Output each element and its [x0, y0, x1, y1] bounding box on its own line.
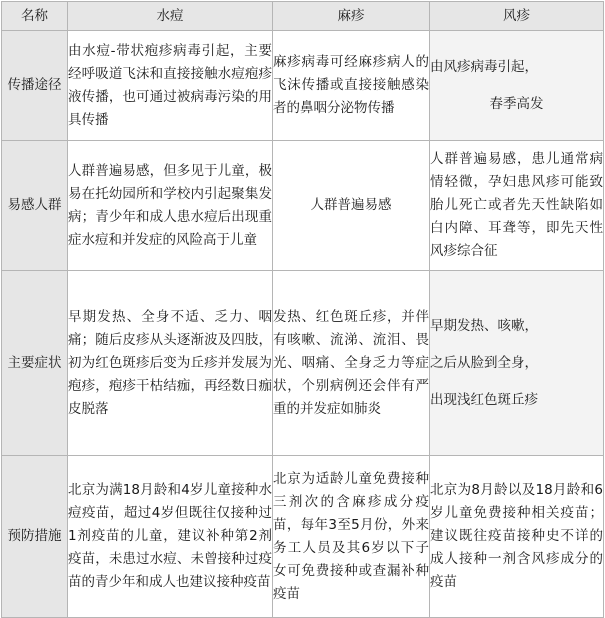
- cell-measles: 发热、红色斑丘疹，并伴有咳嗽、流涕、流泪、畏光、咽痛、全身乏力等症状，个别病例还会伴有严重的并发症如肺炎: [273, 271, 430, 456]
- header-measles: 麻疹: [273, 2, 430, 31]
- row-label: 主要症状: [2, 271, 68, 456]
- table-row: [2, 456, 604, 618]
- disease-comparison-table: [1, 1, 604, 618]
- header-row: [2, 2, 604, 31]
- header-rubella: 风疹: [430, 2, 604, 31]
- table-row: [2, 31, 604, 141]
- table-row: [2, 271, 604, 456]
- header-chickenpox: 水痘: [68, 2, 273, 31]
- cell-rubella: 人群普遍易感，患儿通常病情轻微，孕妇患风疹可能致胎儿死亡或者先天性缺陷如白内障、耳聋等，即先天性风疹综合征: [430, 141, 604, 271]
- cell-measles: 麻疹病毒可经麻疹病人的飞沫传播或直接接触感染者的鼻咽分泌物传播: [273, 31, 430, 141]
- cell-measles: 人群普遍易感: [273, 141, 430, 271]
- table-row: [2, 141, 604, 271]
- rubella-line: 出现浅红色斑丘疹: [430, 391, 538, 408]
- header-name: 名称: [2, 2, 68, 31]
- cell-rubella: 北京为8月龄以及18月龄和6岁儿童免费接种相关疫苗；建议既往疫苗接种史不详的成人接种一剂含风疹成分的疫苗: [430, 456, 604, 618]
- rubella-line: 由风疹病毒引起，: [430, 58, 538, 75]
- rubella-line: 之后从脸到全身，: [430, 354, 538, 371]
- cell-chickenpox: 北京为满18月龄和4岁儿童接种水痘疫苗，超过4岁但既往仅接种过1剂疫苗的儿童，建议补种第2剂疫苗，未患过水痘、未曾接种过疫苗的青少年和成人也建议接种疫苗: [68, 456, 273, 618]
- row-label: 易感人群: [2, 141, 68, 271]
- cell-rubella: [430, 271, 604, 456]
- row-label: 传播途径: [2, 31, 68, 141]
- cell-chickenpox: 由水痘-带状疱疹病毒引起，主要经呼吸道飞沫和直接接触水痘疱疹液传播，也可通过被病毒污染的用具传播: [68, 31, 273, 141]
- rubella-line: 早期发热、咳嗽，: [430, 317, 538, 334]
- cell-chickenpox: 人群普遍易感，但多见于儿童，极易在托幼园所和学校内引起聚集发病；青少年和成人患水痘后出现重症水痘和并发症的风险高于儿童: [68, 141, 273, 271]
- cell-rubella: [430, 31, 604, 141]
- cell-measles: 北京为适龄儿童免费接种三剂次的含麻疹成分疫苗，每年3至5月份，外来务工人员及其6岁以下子女可免费接种或查漏补种疫苗: [273, 456, 430, 618]
- cell-chickenpox: 早期发热、全身不适、乏力、咽痛；随后皮疹从头逐渐波及四肢，初为红色斑疹后变为丘疹并发展为疱疹，疱疹干枯结痂，再经数日痂皮脱落: [68, 271, 273, 456]
- row-label: 预防措施: [2, 456, 68, 618]
- rubella-line: 春季高发: [489, 95, 544, 112]
